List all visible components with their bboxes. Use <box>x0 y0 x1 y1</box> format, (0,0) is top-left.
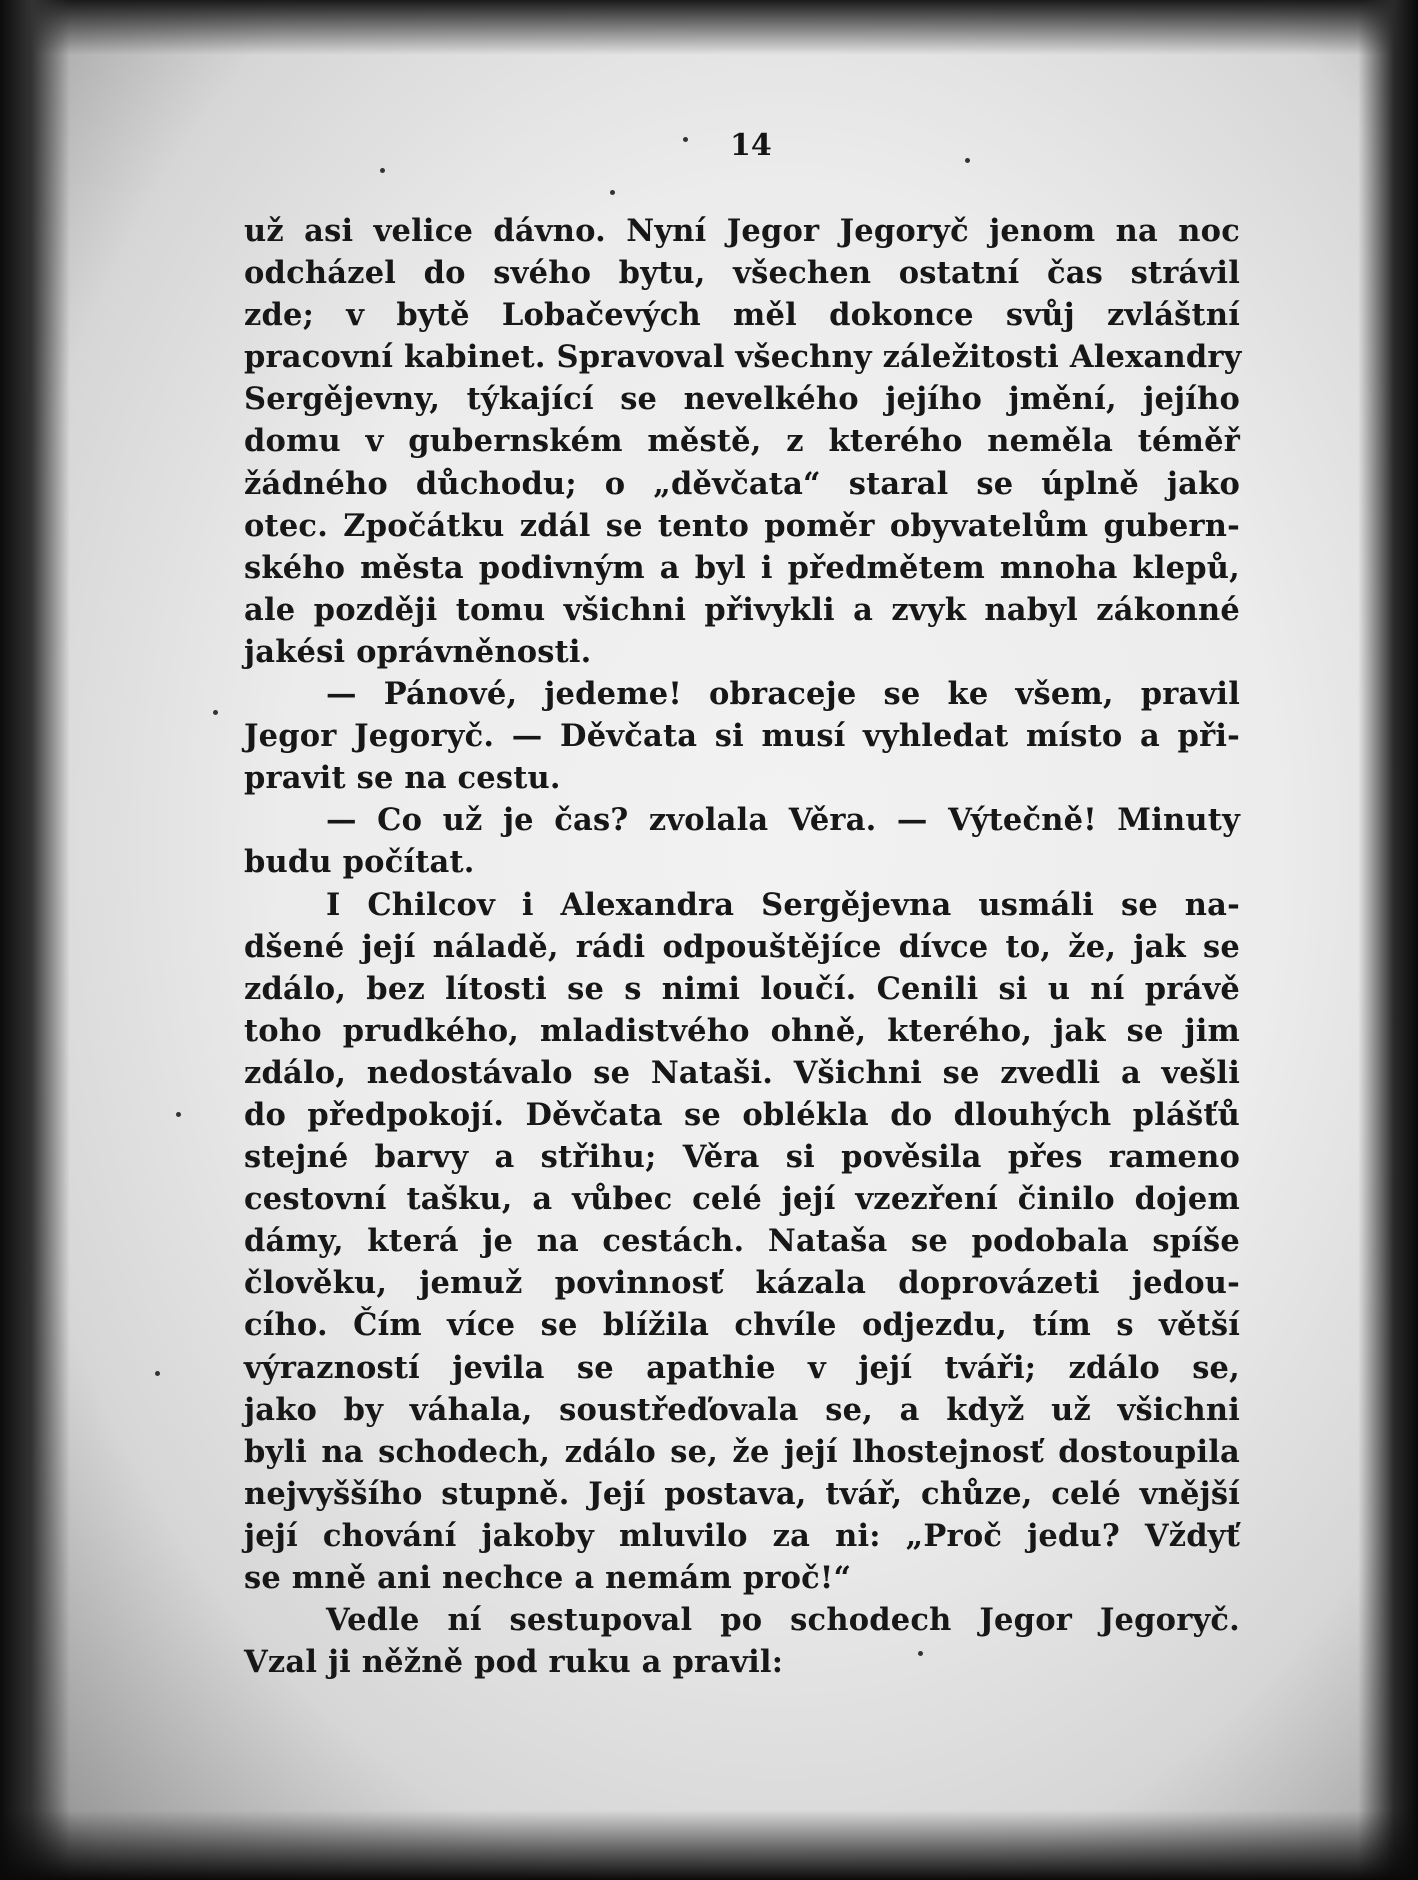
text-line: Jegor Jegoryč. — Děvčata si musí vyhledat místo a při- <box>244 718 1240 755</box>
print-speck <box>176 1112 181 1117</box>
scan-border-left <box>0 0 70 1880</box>
print-speck <box>683 137 688 142</box>
scan-border-bottom <box>0 1810 1418 1880</box>
text-line: budu počítat. <box>244 844 475 881</box>
text-line: — Pánové, jedeme! obraceje se ke všem, pravil <box>326 676 1240 713</box>
text-line: odcházel do svého bytu, všechen ostatní čas strávil <box>244 255 1240 292</box>
text-line: pravit se na cestu. <box>244 760 561 797</box>
text-line: cího. Čím více se blížila chvíle odjezdu, tím s větší <box>244 1307 1240 1344</box>
text-line: dšené její náladě, rádi odpouštějíce dívce to, že, jak se <box>244 928 1240 965</box>
text-line: I Chilcov i Alexandra Sergějevna usmáli se na- <box>326 886 1240 923</box>
text-line: žádného důchodu; o „děvčata“ staral se úplně jako <box>244 465 1240 502</box>
print-speck <box>965 158 970 163</box>
print-speck <box>213 710 218 715</box>
page-number: 14 <box>730 128 772 163</box>
print-speck <box>155 1371 160 1376</box>
scan-border-top <box>0 0 1418 55</box>
text-line: do předpokojí. Děvčata se oblékla do dlouhých plášťů <box>244 1096 1240 1133</box>
text-line: ale později tomu všichni přivykli a zvyk nabyl zákonné <box>244 591 1240 628</box>
text-line: otec. Zpočátku zdál se tento poměr obyvatelům gubern- <box>244 507 1240 544</box>
text-line: Vedle ní sestupoval po schodech Jegor Jegoryč. <box>326 1602 1240 1639</box>
text-line: jakési oprávněnosti. <box>244 633 592 670</box>
text-line: — Co už je čas? zvolala Věra. — Výtečně! Minuty <box>326 802 1240 839</box>
text-line: stejné barvy a střihu; Věra si pověsila přes rameno <box>244 1139 1240 1176</box>
scan-border-right <box>1358 0 1418 1880</box>
text-line: Sergějevny, týkající se nevelkého jejího jmění, jejího <box>244 381 1240 418</box>
text-line: jako by váhala, soustřeďovala se, a když už všichni <box>244 1391 1240 1428</box>
text-line: ského města podivným a byl i předmětem mnoha klepů, <box>244 549 1240 586</box>
text-line: už asi velice dávno. Nyní Jegor Jegoryč jenom na noc <box>244 213 1240 249</box>
text-line: cestovní tašku, a vůbec celé její vzezření činilo dojem <box>244 1181 1240 1218</box>
text-line: toho prudkého, mladistvého ohně, kterého, jak se jim <box>244 1012 1240 1049</box>
text-line: zdálo, bez lítosti se s nimi loučí. Cenili si u ní právě <box>244 970 1240 1007</box>
text-line: pracovní kabinet. Spravoval všechny záležitosti Alexandry <box>244 339 1242 376</box>
text-line: zde; v bytě Lobačevých měl dokonce svůj zvláštní <box>244 297 1240 334</box>
body-text <box>244 210 1240 1683</box>
text-line: dámy, která je na cestách. Nataša se podobala spíše <box>244 1223 1240 1260</box>
text-line: se mně ani nechce a nemám proč!“ <box>244 1560 852 1596</box>
text-line: byli na schodech, zdálo se, že její lhostejnosť dostoupila <box>244 1433 1240 1470</box>
text-line: výrazností jevila se apathie v její tváři; zdálo se, <box>244 1349 1240 1386</box>
text-line: Vzal ji něžně pod ruku a pravil: <box>244 1644 784 1681</box>
text-line: člověku, jemuž povinnosť kázala doprovázeti jedou- <box>244 1265 1240 1302</box>
text-line: domu v gubernském městě, z kterého neměla téměř <box>244 423 1240 460</box>
print-speck <box>380 168 385 173</box>
text-line: zdálo, nedostávalo se Nataši. Všichni se zvedli a vešli <box>244 1054 1240 1091</box>
text-line: nejvyššího stupně. Její postava, tvář, chůze, celé vnější <box>244 1475 1240 1512</box>
print-speck <box>610 190 615 195</box>
text-line: její chování jakoby mluvilo za ni: „Proč jedu? Vždyť <box>244 1517 1240 1554</box>
